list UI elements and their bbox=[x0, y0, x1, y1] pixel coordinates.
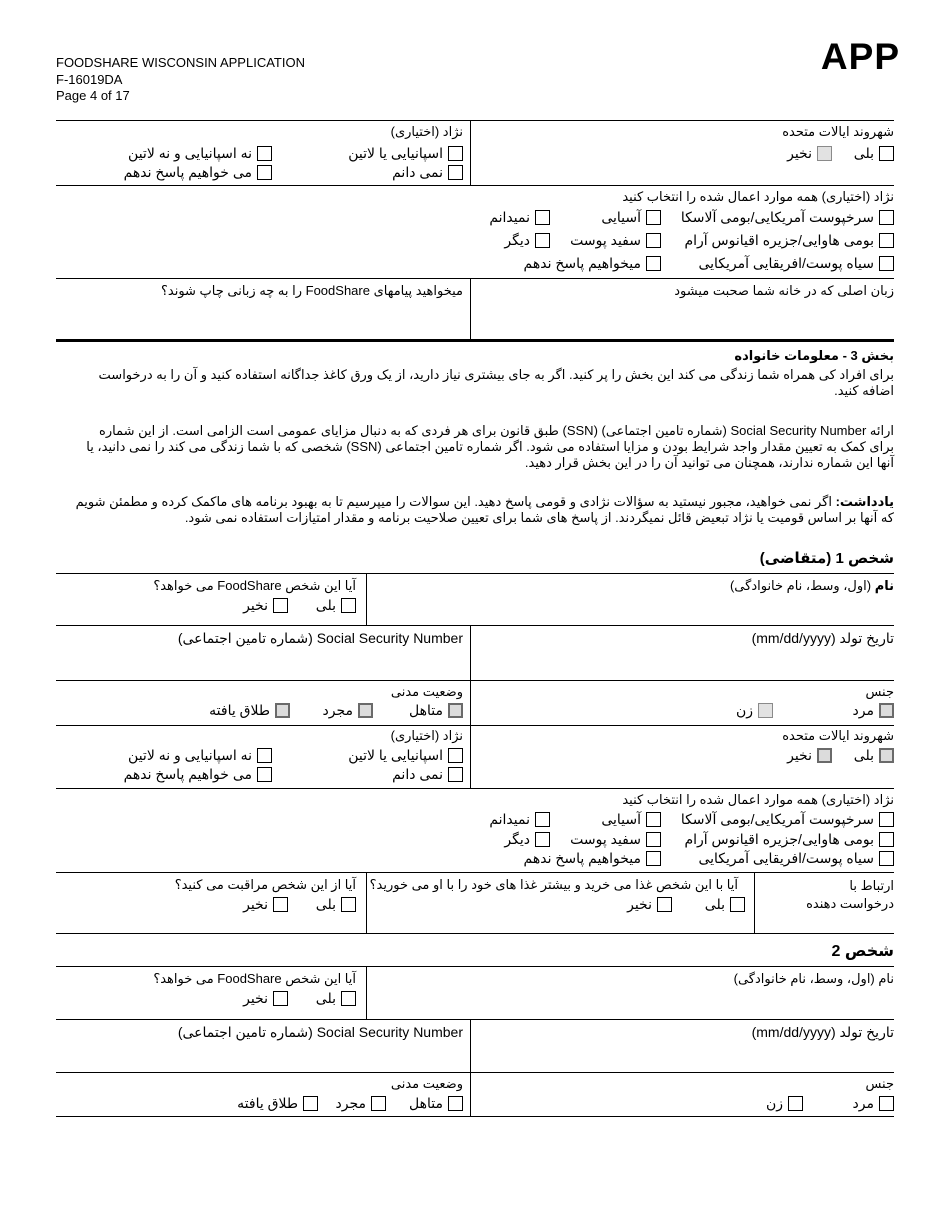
p1-single-option[interactable]: مجرد bbox=[323, 702, 374, 718]
race-native-option[interactable]: سرخپوست آمریکایی/بومی آلاسکا bbox=[681, 209, 894, 225]
divider bbox=[56, 185, 894, 186]
ethnicity-dont-know-option[interactable]: نمی دانم bbox=[392, 164, 463, 180]
p1-race-black-option[interactable]: سیاه پوست/افریقایی آمریکایی bbox=[698, 850, 894, 866]
person1-title: شخص 1 (متقاضی) bbox=[759, 550, 894, 567]
checkbox[interactable] bbox=[448, 165, 463, 180]
divider bbox=[470, 1019, 471, 1072]
divider bbox=[56, 680, 894, 681]
p2-female-option[interactable]: زن bbox=[766, 1095, 803, 1111]
section3-note bbox=[72, 494, 894, 526]
divider bbox=[56, 573, 894, 574]
checkbox[interactable] bbox=[879, 146, 894, 161]
p1-ethnicity-label: نژاد (اختیاری) bbox=[390, 728, 463, 743]
p2-wants-yes-option[interactable]: بلی bbox=[316, 990, 356, 1006]
hispanic-option[interactable]: اسپانیایی یا لاتین bbox=[348, 145, 463, 161]
checkbox[interactable] bbox=[817, 146, 832, 161]
p1-wants-no-option[interactable]: نخیر bbox=[243, 597, 288, 613]
p1-relationship-label: ارتباط با درخواست دهنده bbox=[806, 878, 894, 911]
p1-race-prefer-not-option[interactable]: میخواهیم پاسخ ندهم bbox=[524, 850, 661, 866]
p1-race-native-option[interactable]: سرخپوست آمریکایی/بومی آلاسکا bbox=[681, 811, 894, 827]
divider bbox=[56, 625, 894, 626]
divider bbox=[470, 725, 471, 788]
divider bbox=[56, 1072, 894, 1073]
p1-race-asian-option[interactable]: آسیایی bbox=[601, 811, 661, 827]
section3-intro: برای افراد کی همراه شما زندگی می کند این بخش را پر کنید. اگر به جای بیشتری نیاز دارید، از یک ورق کاغذ جداگانه استفاده کنید و آن را به درخواست اضافه کنید. bbox=[98, 367, 894, 398]
divider bbox=[754, 872, 755, 933]
divider bbox=[56, 788, 894, 789]
p2-married-option[interactable]: متاهل bbox=[409, 1095, 463, 1111]
language-print-label: میخواهید پیامهای FoodShare را به چه زبانی چاپ شوند؟ bbox=[160, 283, 463, 298]
divider bbox=[366, 872, 367, 933]
p1-buys-food-no-option[interactable]: نخیر bbox=[627, 896, 672, 912]
p1-sex-label: جنس bbox=[865, 684, 894, 699]
p1-not-hispanic-option[interactable]: نه اسپانیایی و نه لاتین bbox=[128, 747, 272, 763]
form-title: FOODSHARE WISCONSIN APPLICATION bbox=[56, 55, 305, 70]
p1-race-label: نژاد (اختیاری) همه موارد اعمال شده را انتخاب کنید bbox=[622, 792, 894, 807]
p1-citizen-label: شهروند ایالات متحده bbox=[782, 728, 894, 743]
race-label: نژاد (اختیاری) همه موارد اعمال شده را انتخاب کنید bbox=[622, 189, 894, 204]
section-divider bbox=[56, 339, 894, 342]
divider bbox=[56, 278, 894, 279]
divider bbox=[366, 966, 367, 1019]
p2-marital-label: وضعیت مدنی bbox=[390, 1076, 463, 1091]
p2-divorced-option[interactable]: طلاق یافته bbox=[237, 1095, 318, 1111]
checkbox[interactable] bbox=[448, 146, 463, 161]
divider bbox=[470, 625, 471, 680]
p1-male-option[interactable]: مرد bbox=[853, 702, 894, 718]
p1-marital-label: وضعیت مدنی bbox=[390, 684, 463, 699]
p1-wants-yes-option[interactable]: بلی bbox=[316, 597, 356, 613]
race-hawaiian-option[interactable]: بومی هاوایی/جزیره اقیانوس آرام bbox=[684, 232, 894, 248]
p1-buys-food-label: آیا با این شخص غذا می خرید و بیشتر غذا های خود را با او می خورید؟ bbox=[369, 877, 738, 892]
divider bbox=[470, 1072, 471, 1116]
p1-care-label: آیا از این شخص مراقبت می کنید؟ bbox=[174, 877, 356, 892]
p1-name-label: نام (اول، وسط، نام خانوادگی) bbox=[729, 578, 894, 593]
section3-ssn-text: ارائه Social Security Number (شماره تامین اجتماعی) (SSN) طبق قانون برای هر فردی که به دنبال مزایای عمومی است الزامی است. از این شماره برای کمک به تعیین مقدار واجد شرایط بودن و مزایا استفاده می شود. اگر شماره تامین اجتماعی (SSN) شخصی که با شما زندگی می کند را نمی دانید، یا آنها این شماره ندارند، همچنان می توانید آن را در این بخش قرار دهید. bbox=[86, 423, 894, 470]
section3-title: بخش 3 - معلومات خانواده bbox=[734, 348, 894, 363]
divider bbox=[470, 278, 471, 340]
race-prefer-not-option[interactable]: میخواهیم پاسخ ندهم bbox=[524, 255, 661, 271]
divider bbox=[56, 725, 894, 726]
note-text: اگر نمی خواهید، مجبور نیستید به سؤالات نژادی و قومی پاسخ دهید. این سوالات را میپرسیم تا به بهبود برنامه های ماکمک کرده و مطمئن شویم که آنها بر اساس قومیت یا نژاد تبعیض قائل نمیگردند. از پاسخ های شما برای تعیین صلاحیت برنامه و مقدار امتیازات استفاده نمی شود. bbox=[75, 494, 894, 525]
p1-race-unknown-option[interactable]: نمیدانم bbox=[489, 811, 550, 827]
language-home-label: زبان اصلی که در خانه شما صحبت میشود bbox=[674, 283, 894, 298]
p1-citizen-yes-option[interactable]: بلی bbox=[854, 747, 894, 763]
p2-wants-no-option[interactable]: نخیر bbox=[243, 990, 288, 1006]
ethnicity-label: نژاد (اختیاری) bbox=[390, 124, 463, 139]
checkbox[interactable] bbox=[257, 146, 272, 161]
divider bbox=[56, 1019, 894, 1020]
citizen-label: شهروند ایالات متحده bbox=[782, 124, 894, 139]
checkbox[interactable] bbox=[257, 165, 272, 180]
p1-care-yes-option[interactable]: بلی bbox=[316, 896, 356, 912]
app-label: APP bbox=[820, 36, 900, 77]
p1-race-white-option[interactable]: سفید پوست bbox=[570, 831, 661, 847]
form-header bbox=[56, 55, 305, 105]
p1-citizen-no-option[interactable]: نخیر bbox=[787, 747, 832, 763]
p1-ssn-label: Social Security Number (شماره تامین اجتماعی) bbox=[177, 630, 463, 646]
p1-ethnicity-dont-know-option[interactable]: نمی دانم bbox=[392, 766, 463, 782]
divider bbox=[56, 120, 894, 121]
p1-wants-foodshare-label: آیا این شخص FoodShare می خواهد؟ bbox=[153, 578, 356, 593]
p2-sex-label: جنس bbox=[865, 1076, 894, 1091]
p1-buys-food-yes-option[interactable]: بلی bbox=[705, 896, 745, 912]
p1-race-other-option[interactable]: دیگر bbox=[504, 831, 550, 847]
race-black-option[interactable]: سیاه پوست/افریقایی آمریکایی bbox=[698, 255, 894, 271]
person2-title: شخص 2 bbox=[831, 943, 894, 960]
not-hispanic-option[interactable]: نه اسپانیایی و نه لاتین bbox=[128, 145, 272, 161]
p1-divorced-option[interactable]: طلاق یافته bbox=[209, 702, 290, 718]
race-white-option[interactable]: سفید پوست bbox=[570, 232, 661, 248]
p2-name-label: نام (اول، وسط، نام خانوادگی) bbox=[733, 971, 894, 986]
p1-hispanic-option[interactable]: اسپانیایی یا لاتین bbox=[348, 747, 463, 763]
p1-ethnicity-prefer-not-option[interactable]: می خواهیم پاسخ ندهم bbox=[124, 766, 272, 782]
p1-female-option[interactable]: زن bbox=[736, 702, 773, 718]
divider bbox=[470, 120, 471, 185]
note-label: یادداشت: bbox=[835, 494, 894, 509]
p2-ssn-label: Social Security Number (شماره تامین اجتماعی) bbox=[177, 1024, 463, 1040]
p2-single-option[interactable]: مجرد bbox=[336, 1095, 387, 1111]
divider bbox=[56, 872, 894, 873]
p2-wants-foodshare-label: آیا این شخص FoodShare می خواهد؟ bbox=[153, 971, 356, 986]
divider bbox=[56, 1116, 894, 1117]
p1-dob-label: تاریخ تولد (mm/dd/yyyy) bbox=[751, 630, 894, 646]
p2-dob-label: تاریخ تولد (mm/dd/yyyy) bbox=[751, 1024, 894, 1040]
p2-male-option[interactable]: مرد bbox=[853, 1095, 894, 1111]
citizen-yes-option[interactable]: بلی bbox=[854, 145, 894, 161]
ethnicity-prefer-not-option[interactable]: می خواهیم پاسخ ندهم bbox=[124, 164, 272, 180]
form-number: F-16019DA bbox=[56, 71, 123, 87]
race-unknown-option[interactable]: نمیدانم bbox=[489, 209, 550, 225]
p1-race-hawaiian-option[interactable]: بومی هاوایی/جزیره اقیانوس آرام bbox=[684, 831, 894, 847]
p1-married-option[interactable]: متاهل bbox=[409, 702, 463, 718]
divider bbox=[56, 966, 894, 967]
page-number: Page 4 of 17 bbox=[56, 88, 130, 103]
divider bbox=[56, 933, 894, 934]
p1-care-no-option[interactable]: نخیر bbox=[243, 896, 288, 912]
race-asian-option[interactable]: آسیایی bbox=[601, 209, 661, 225]
divider bbox=[470, 680, 471, 725]
race-other-option[interactable]: دیگر bbox=[504, 232, 550, 248]
divider bbox=[366, 573, 367, 625]
citizen-no-option[interactable]: نخیر bbox=[787, 145, 832, 161]
